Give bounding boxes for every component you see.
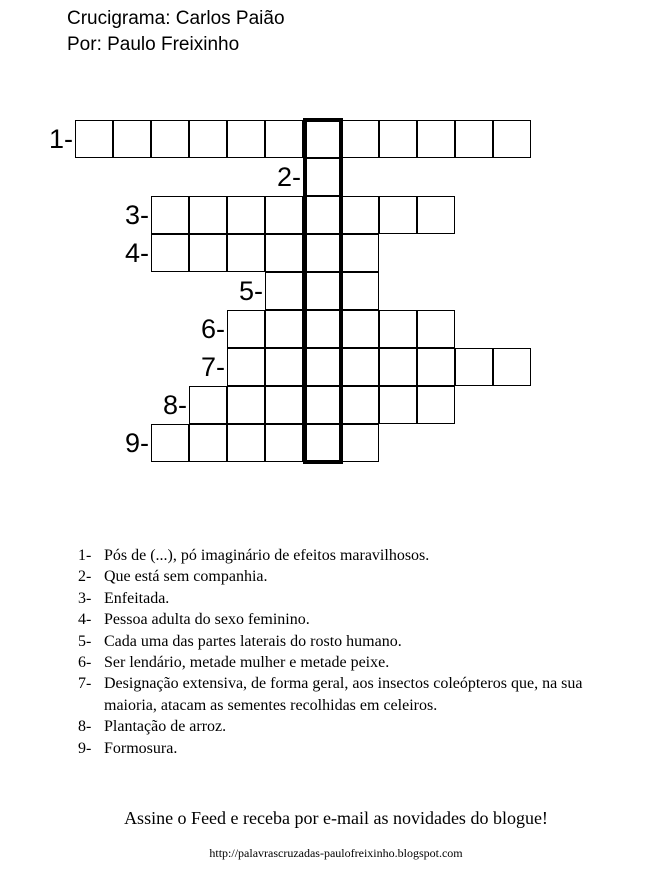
grid-cell[interactable]: [265, 196, 303, 234]
grid-cell[interactable]: [417, 386, 455, 424]
clue-item: [78, 652, 638, 673]
clue-number: 8-: [78, 718, 92, 736]
grid-cell[interactable]: [417, 196, 455, 234]
grid-cell[interactable]: [265, 424, 303, 462]
grid-cell[interactable]: [265, 386, 303, 424]
grid-cell[interactable]: [265, 272, 303, 310]
grid-cell[interactable]: [303, 386, 341, 424]
grid-cell[interactable]: [303, 424, 341, 462]
grid-cell[interactable]: [493, 120, 531, 158]
clue-item: [78, 588, 638, 609]
grid-cell[interactable]: [265, 234, 303, 272]
grid-cell[interactable]: [379, 386, 417, 424]
clue-number: 6-: [78, 654, 92, 672]
clue-item: [78, 566, 638, 587]
grid-cell[interactable]: [113, 120, 151, 158]
grid-cell[interactable]: [417, 310, 455, 348]
clue-number: 3-: [78, 589, 92, 607]
blog-url: http://palavrascruzadas-paulofreixinho.blogspot.com: [209, 846, 463, 860]
clue-number: 1-: [78, 547, 92, 564]
grid-cell[interactable]: [189, 234, 227, 272]
grid-cell[interactable]: [455, 348, 493, 386]
grid-cell[interactable]: [227, 310, 265, 348]
grid-cell[interactable]: [455, 120, 493, 158]
clue-text: Formosura.: [104, 739, 178, 757]
clue-text: Designação extensiva, de forma geral, aos insectos coleópteros que, na sua maioria, atacam as sementes recolhidas em celeiros.: [104, 675, 583, 714]
grid-cell[interactable]: [189, 196, 227, 234]
grid-cell[interactable]: [493, 348, 531, 386]
clue-text: Pós de (...), pó imaginário de efeitos maravilhosos.: [104, 547, 430, 564]
clue-text: Cada uma das partes laterais do rosto humano.: [104, 632, 402, 650]
clue-number: 5-: [78, 632, 92, 650]
grid-cell[interactable]: [341, 196, 379, 234]
row-number: 5-: [238, 276, 263, 306]
grid-cell[interactable]: [265, 348, 303, 386]
clue-number: 2-: [78, 568, 92, 586]
grid-cell[interactable]: [379, 196, 417, 234]
clue-text: Pessoa adulta do sexo feminino.: [104, 611, 310, 629]
grid-cell[interactable]: [227, 424, 265, 462]
clue-text: Plantação de arroz.: [104, 718, 227, 736]
grid-cell[interactable]: [303, 196, 341, 234]
grid-cell[interactable]: [303, 272, 341, 310]
row-number: 2-: [276, 162, 301, 192]
grid-cell[interactable]: [341, 348, 379, 386]
row-number: 6-: [200, 314, 225, 344]
clue-text: Que está sem companhia.: [104, 568, 268, 586]
clue-number: 4-: [78, 611, 92, 629]
grid-cell[interactable]: [189, 424, 227, 462]
clue-item: [78, 738, 638, 759]
grid-cell[interactable]: [75, 120, 113, 158]
clue-item: [78, 631, 638, 652]
puzzle-author: Por: Paulo Freixinho: [67, 34, 240, 55]
grid-cell[interactable]: [379, 348, 417, 386]
grid-cell[interactable]: [227, 234, 265, 272]
grid-cell[interactable]: [151, 424, 189, 462]
grid-cell[interactable]: [151, 120, 189, 158]
grid-cell[interactable]: [227, 120, 265, 158]
grid-cell[interactable]: [379, 120, 417, 158]
row-number: 8-: [162, 390, 187, 420]
puzzle-title: Crucigrama: Carlos Paião: [67, 8, 285, 29]
clue-item: [78, 716, 638, 737]
grid-cell[interactable]: [379, 310, 417, 348]
clue-item: [78, 609, 638, 630]
grid-cell[interactable]: [303, 348, 341, 386]
grid-cell[interactable]: [341, 386, 379, 424]
clue-list: [78, 545, 638, 759]
row-number: 4-: [124, 238, 149, 268]
subscribe-text: Assine o Feed e receba por e-mail as novidades do blogue!: [124, 808, 548, 828]
grid-cell[interactable]: [417, 120, 455, 158]
grid-cell[interactable]: [341, 234, 379, 272]
grid-cell[interactable]: [227, 348, 265, 386]
grid-cell[interactable]: [151, 234, 189, 272]
row-number: 7-: [200, 352, 225, 382]
clue-item: [78, 545, 638, 566]
clue-number: 7-: [78, 675, 92, 693]
clue-item: [78, 673, 638, 716]
clue-number: 9-: [78, 739, 92, 757]
clue-text: Enfeitada.: [104, 589, 170, 607]
grid-cell[interactable]: [303, 234, 341, 272]
row-number: 1-: [48, 124, 73, 154]
grid-cell[interactable]: [303, 310, 341, 348]
grid-cell[interactable]: [341, 120, 379, 158]
grid-cell[interactable]: [303, 120, 341, 158]
row-number: 3-: [124, 200, 149, 230]
row-number: 9-: [124, 428, 149, 458]
grid-cell[interactable]: [189, 120, 227, 158]
grid-cell[interactable]: [151, 196, 189, 234]
grid-cell[interactable]: [189, 386, 227, 424]
grid-cell[interactable]: [341, 272, 379, 310]
grid-cell[interactable]: [341, 310, 379, 348]
grid-cell[interactable]: [417, 348, 455, 386]
grid-cell[interactable]: [341, 424, 379, 462]
grid-cell[interactable]: [265, 120, 303, 158]
grid-cell[interactable]: [227, 196, 265, 234]
clue-text: Ser lendário, metade mulher e metade peixe.: [104, 654, 390, 672]
grid-cell[interactable]: [265, 310, 303, 348]
grid-cell[interactable]: [303, 158, 341, 196]
grid-cell[interactable]: [227, 386, 265, 424]
